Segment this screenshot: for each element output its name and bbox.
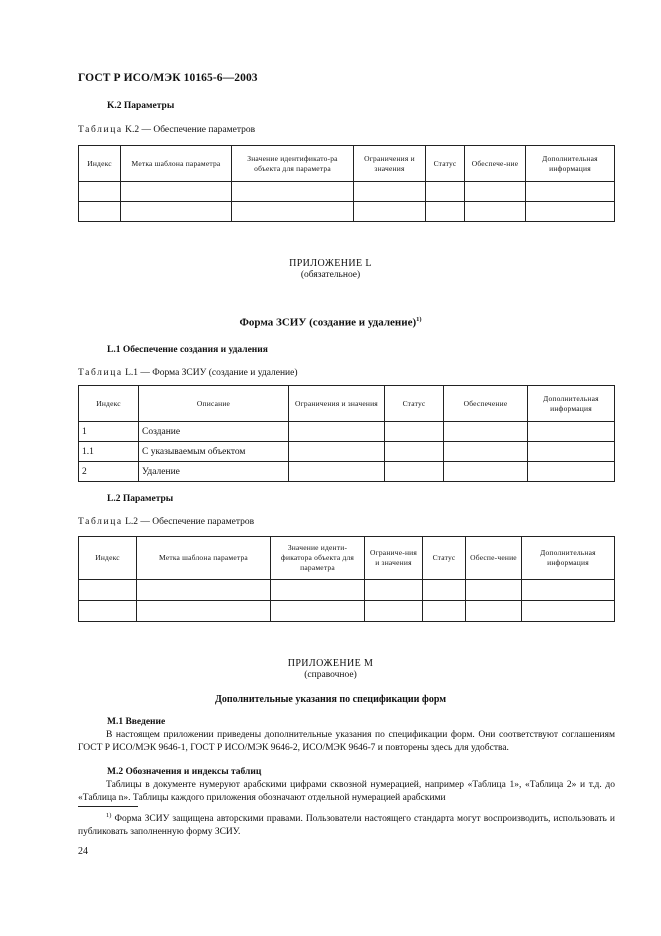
footnote-ref: 1) [416, 316, 422, 323]
col-header: Описание [139, 386, 289, 422]
col-header: Статус [423, 537, 466, 580]
row-index: 2 [79, 462, 139, 482]
footnote-mark: 1) [106, 812, 112, 819]
col-header: Индекс [79, 537, 137, 580]
appendix-m-subtitle: (справочное) [304, 670, 357, 680]
col-header: Индекс [79, 146, 121, 182]
l1-caption [78, 368, 298, 378]
table-row [79, 422, 615, 442]
col-header: Обеспечение [444, 386, 528, 422]
row-description: Удаление [139, 462, 289, 482]
l2-caption-word: Таблица [78, 517, 123, 527]
table-header-row [79, 146, 615, 182]
m2-heading: М.2 Обозначения и индексы таблиц [107, 767, 262, 777]
col-header: Значение иденти-фикатора объекта для параметра [271, 537, 365, 580]
col-header: Обеспече-ние [465, 146, 526, 182]
form-title-text: Форма ЗСИУ (создание и удаление) [239, 316, 417, 329]
col-header: Значение идентификато-ра объекта для параметра [232, 146, 354, 182]
k2-caption-word: Таблица [78, 125, 123, 135]
footnote [78, 809, 615, 839]
row-description: С указываемым объектом [139, 442, 289, 462]
col-header: Ограниче-ния и значения [365, 537, 423, 580]
table-l1 [78, 385, 615, 482]
m1-paragraph: В настоящем приложении приведены дополнительные указания по спецификации форм. Они соответствуют соглашениям ГОСТ Р ИСО/МЭК 9646-1, ГОСТ Р ИСО/МЭК 9646-2, ИСО/МЭК 9646-7 и повторены здесь для удобства. [78, 730, 615, 753]
table-k2 [78, 145, 615, 222]
table-l2 [78, 536, 615, 622]
table-row [79, 442, 615, 462]
table-row [79, 182, 615, 202]
k2-heading: K.2 Параметры [107, 101, 175, 111]
appendix-m-title: ПРИЛОЖЕНИЕ М [287, 658, 374, 669]
l1-caption-word: Таблица [78, 368, 123, 378]
table-row [79, 580, 615, 601]
appendix-m-title-text: Дополнительные указания по спецификации форм [214, 694, 447, 705]
table-row [79, 202, 615, 222]
k2-caption-text: K.2 — Обеспечение параметров [125, 125, 256, 135]
col-header: Обеспе-чение [466, 537, 522, 580]
col-header: Дополнительная информация [522, 537, 615, 580]
col-header: Метка шаблона параметра [137, 537, 271, 580]
l2-heading: L.2 Параметры [107, 494, 174, 504]
row-index: 1.1 [79, 442, 139, 462]
col-header: Ограничения и значения [354, 146, 426, 182]
col-header: Статус [426, 146, 465, 182]
col-header: Ограничения и значения [289, 386, 385, 422]
appendix-l-title: ПРИЛОЖЕНИЕ L [289, 258, 372, 269]
appendix-l-subtitle: (обязательное) [300, 270, 361, 280]
m1-heading: М.1 Введение [107, 717, 166, 727]
l1-caption-text: L.1 — Форма ЗСИУ (создание и удаление) [125, 368, 298, 378]
m2-paragraph: Таблицы в документе нумеруют арабскими цифрами сквозной нумерацией, например «Таблица 1», «Таблица 2» и т.д. до «Таблица n». Таблицы каждого приложения обозначают отдельной нумерацией арабскими [78, 780, 615, 803]
l1-heading: L.1 Обеспечение создания и удаления [107, 345, 268, 355]
document-header: ГОСТ Р ИСО/МЭК 10165-6—2003 [78, 72, 258, 84]
appendix-l-form-title [0, 316, 661, 329]
col-header: Метка шаблона параметра [121, 146, 232, 182]
footnote-separator [78, 806, 138, 807]
k2-caption [78, 125, 255, 135]
col-header: Статус [385, 386, 444, 422]
table-row [79, 462, 615, 482]
l2-caption-text: L.2 — Обеспечение параметров [125, 517, 255, 527]
col-header: Индекс [79, 386, 139, 422]
table-header-row [79, 386, 615, 422]
page-number: 24 [78, 846, 88, 857]
row-index: 1 [79, 422, 139, 442]
row-description: Создание [139, 422, 289, 442]
col-header: Дополнительная информация [526, 146, 615, 182]
footnote-text: Форма ЗСИУ защищена авторскими правами. Пользователи настоящего стандарта могут воспроизводить, использовать и публиковать заполненную форму ЗСИУ. [78, 814, 616, 838]
table-header-row [79, 537, 615, 580]
col-header: Дополнительная информация [528, 386, 615, 422]
l2-caption [78, 517, 254, 527]
table-row [79, 601, 615, 622]
